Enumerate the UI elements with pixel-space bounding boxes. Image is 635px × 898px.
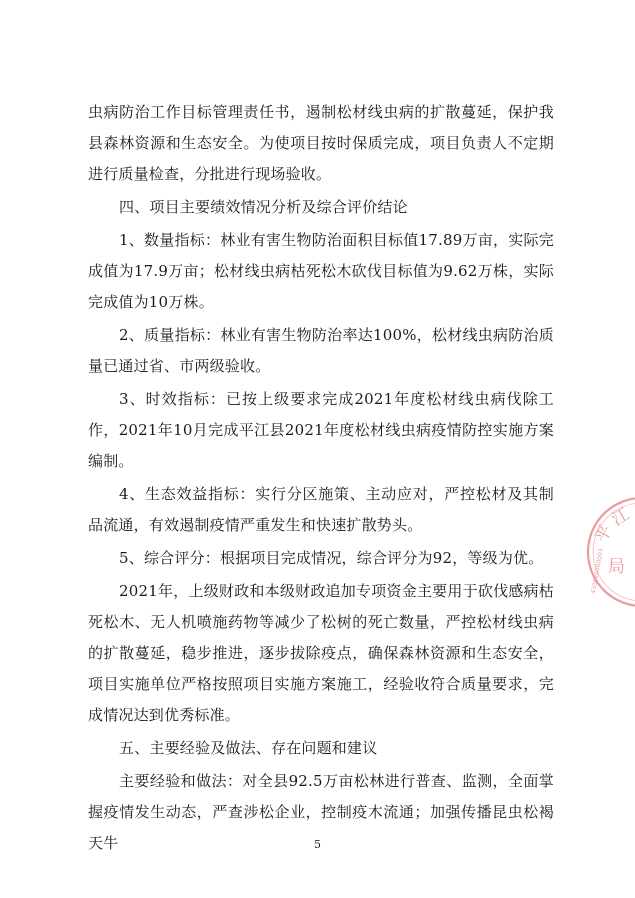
paragraph-1: 虫病防治工作目标管理责任书，遏制松材线虫病的扩散蔓延，保护我县森林资源和生态安全。为使项目按时保质完成，项目负责人不定期进行质量检查，分批进行现场验收。 bbox=[88, 103, 554, 183]
body-text bbox=[88, 97, 554, 859]
timeliness-indicator-paragraph: 3、时效指标：已按上级要求完成2021年度松材线虫病伐除工作，2021年10月完成平江县2021年度松材线虫病疫情防控实施方案编制。 bbox=[88, 390, 554, 470]
ecological-indicator-paragraph: 4、生态效益指标：实行分区施策、主动应对，严控松材及其制品流通，有效遏制疫情严重发生和快速扩散势头。 bbox=[88, 485, 554, 534]
summary-paragraph: 2021年，上级财政和本级财政追加专项资金主要用于砍伐感病枯死松木、无人机喷施药物等减少了松树的死亡数量，严控松材线虫病的扩散蔓延，稳步推进，逐步拔除疫点，确保森林资源和生态安全，项目实施单位严格按照项目实施方案施工，经验收符合质量要求，完成情况达到优秀标准。 bbox=[88, 582, 554, 724]
section-heading-5: 五、主要经验及做法、存在问题和建议 bbox=[119, 739, 378, 757]
svg-text:430626000003: 430626000003 bbox=[590, 548, 605, 595]
svg-text:江: 江 bbox=[608, 504, 634, 531]
section-heading-4: 四、项目主要绩效情况分析及综合评价结论 bbox=[119, 198, 408, 216]
overall-score-paragraph: 5、综合评分：根据项目完成情况，综合评分为92，等级为优。 bbox=[119, 549, 544, 567]
official-seal-icon bbox=[582, 492, 635, 612]
svg-text:局: 局 bbox=[608, 557, 625, 577]
experience-paragraph: 主要经验和做法：对全县92.5万亩松林进行普查、监测，全面掌握疫情发生动态，严查涉松企业，控制疫木流通；加强传播昆虫松褐天牛 bbox=[88, 772, 554, 852]
quantity-indicator-paragraph: 1、数量指标：林业有害生物防治面积目标值17.89万亩，实际完成值为17.9万亩；松材线虫病枯死松木砍伐目标值为9.62万株，实际完成值为10万株。 bbox=[88, 231, 554, 311]
page-number: 5 bbox=[314, 838, 321, 851]
quality-indicator-paragraph: 2、质量指标：林业有害生物防治率达100%，松材线虫病防治质量已通过省、市两级验收。 bbox=[88, 326, 554, 375]
svg-text:平: 平 bbox=[591, 521, 617, 547]
